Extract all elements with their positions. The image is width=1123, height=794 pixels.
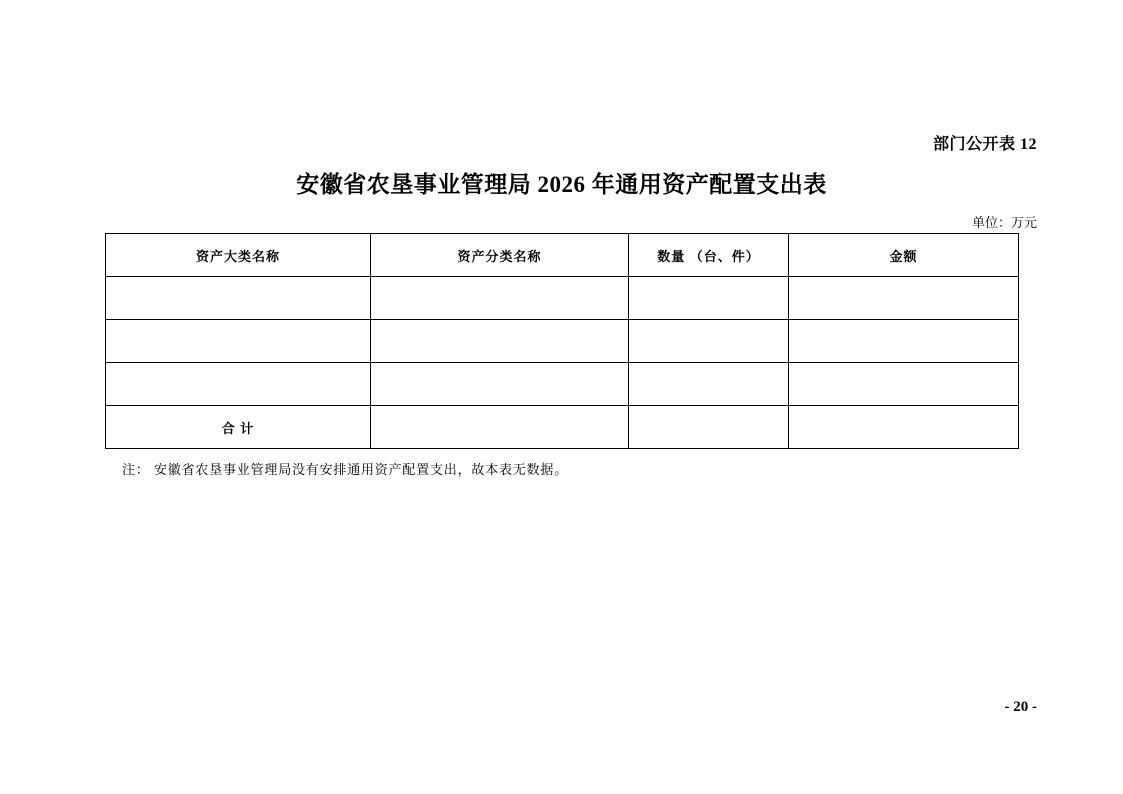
cell-total-amount (789, 406, 1019, 449)
cell-total-label: 合 计 (106, 406, 371, 449)
table-total-row (106, 406, 1019, 449)
cell-total-quantity (629, 406, 789, 449)
cell-amount (789, 277, 1019, 320)
cell-asset-subcategory (371, 320, 629, 363)
cell-asset-category (106, 277, 371, 320)
page-title: 安徽省农垦事业管理局 2026 年通用资产配置支出表 (296, 172, 827, 197)
table-header-row (106, 234, 1019, 277)
cell-quantity (629, 363, 789, 406)
asset-allocation-table (105, 233, 1019, 449)
cell-total-subcategory (371, 406, 629, 449)
cell-asset-subcategory (371, 363, 629, 406)
column-header-amount: 金额 (789, 234, 1019, 277)
cell-amount (789, 320, 1019, 363)
form-label: 部门公开表 12 (932, 136, 1037, 153)
column-header-asset-subcategory: 资产分类名称 (371, 234, 629, 277)
table-row (106, 363, 1019, 406)
cell-amount (789, 363, 1019, 406)
table-row (106, 320, 1019, 363)
cell-asset-category (106, 320, 371, 363)
column-header-asset-category: 资产大类名称 (106, 234, 371, 277)
cell-quantity (629, 320, 789, 363)
table-row (106, 277, 1019, 320)
cell-asset-category (106, 363, 371, 406)
table-note: 注： 安徽省农垦事业管理局没有安排通用资产配置支出，故本表无数据。 (122, 462, 569, 477)
cell-asset-subcategory (371, 277, 629, 320)
page-number: - 20 - (1004, 699, 1037, 715)
column-header-quantity: 数量 （台、件） (629, 234, 789, 277)
unit-label: 单位：万元 (971, 215, 1037, 230)
cell-quantity (629, 277, 789, 320)
